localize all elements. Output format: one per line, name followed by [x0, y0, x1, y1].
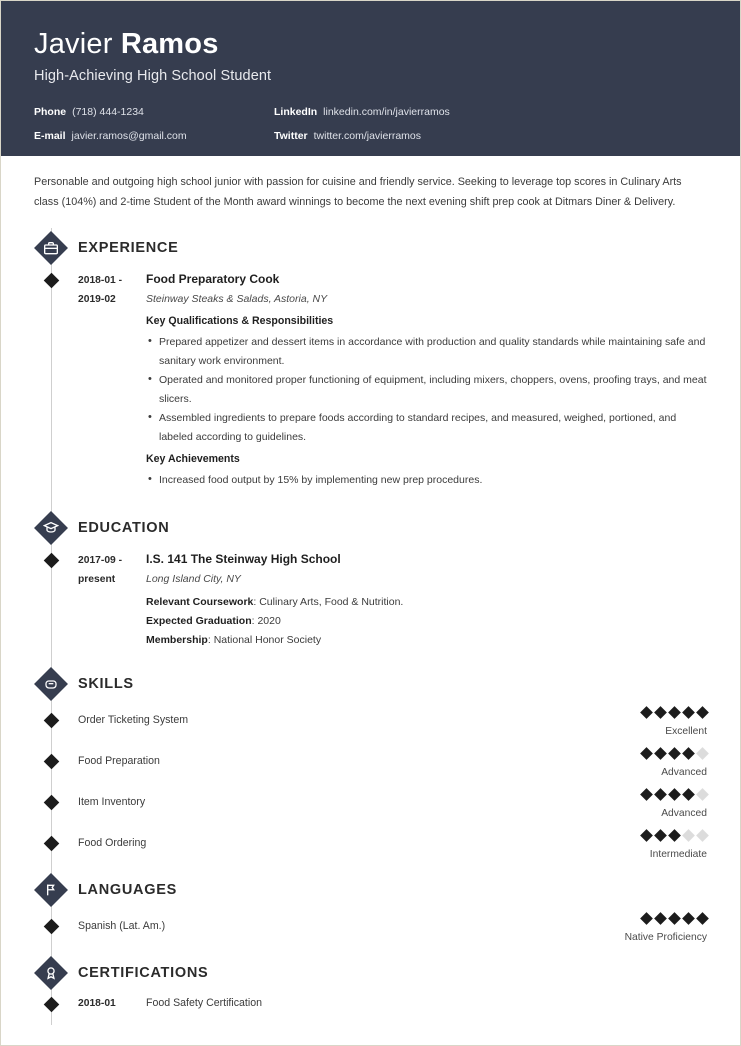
experience-entry: [34, 270, 707, 494]
timeline-diamond-icon: [44, 795, 60, 811]
rating-diamond-icon: [682, 912, 695, 925]
rating-diamond-icon: [668, 747, 681, 760]
timeline-diamond-icon: [44, 919, 60, 935]
contact-value: (718) 444-1234: [72, 106, 144, 118]
rating-diamond-icon: [640, 788, 653, 801]
contact-grid: [34, 106, 707, 143]
timeline-diamond-icon: [44, 273, 60, 289]
rating-diamond-icon: [696, 706, 709, 719]
education-entry: [34, 550, 707, 650]
section-header-languages: [34, 870, 707, 910]
detail-value: : Culinary Arts, Food & Nutrition.: [253, 596, 404, 608]
resume-header: [1, 1, 740, 156]
graduation-cap-icon: [34, 511, 68, 545]
language-name: Spanish (Lat. Am.): [78, 920, 166, 932]
education-location: Long Island City, NY: [146, 573, 241, 585]
contact-row: [34, 130, 707, 143]
section-title: EDUCATION: [78, 520, 170, 536]
flag-icon: [34, 873, 68, 907]
rating-label: Advanced: [661, 767, 707, 778]
section-title: CERTIFICATIONS: [78, 965, 209, 981]
education-detail-row: [146, 593, 707, 612]
timeline-diamond-icon: [44, 836, 60, 852]
language-rating: [587, 912, 707, 945]
skill-row: [34, 747, 707, 788]
achievements-list: [146, 471, 707, 490]
contact-row: [34, 106, 707, 119]
skill-name: Food Preparation: [78, 755, 160, 767]
skill-name: Food Ordering: [78, 837, 147, 849]
contact-email[interactable]: [34, 130, 274, 143]
skill-row: [34, 706, 707, 747]
rating-diamond-icon: [668, 829, 681, 842]
contact-value: twitter.com/javierramos: [313, 130, 421, 142]
timeline-diamond-icon: [44, 754, 60, 770]
rating-diamond-icon: [696, 747, 709, 760]
qualifications-list: [146, 333, 707, 447]
rating-diamond-icon: [668, 912, 681, 925]
language-row: [34, 912, 707, 953]
skill-row: [34, 788, 707, 829]
skill-rating: [587, 747, 707, 780]
section-skills: [34, 664, 707, 870]
date-start: 2018-01 -: [78, 275, 123, 286]
detail-label: Expected Graduation: [146, 615, 252, 627]
list-item: • Operated and monitored proper functioning of equipment, including mixers, choppers, ovens, proofing trays, and meat slicers.: [146, 371, 707, 409]
job-title: High-Achieving High School Student: [34, 68, 272, 84]
rating-label: Excellent: [665, 726, 707, 737]
contact-twitter[interactable]: [274, 130, 421, 143]
timeline-diamond-icon: [44, 713, 60, 729]
first-name: Javier: [34, 28, 121, 60]
rating-dots: [587, 829, 707, 841]
skill-name: Order Ticketing System: [78, 714, 189, 726]
section-title: LANGUAGES: [78, 882, 177, 898]
section-header-experience: [34, 228, 707, 268]
date-start: 2017-09 -: [78, 555, 123, 566]
experience-employer: Steinway Steaks & Salads, Astoria, NY: [146, 293, 328, 305]
skill-rating: [587, 829, 707, 862]
rating-dots: [587, 788, 707, 800]
education-dates: [78, 550, 146, 650]
rating-label: Native Proficiency: [624, 932, 707, 943]
achievements-heading: Key Achievements: [146, 453, 240, 465]
section-certifications: [34, 953, 707, 1012]
section-title: EXPERIENCE: [78, 240, 179, 256]
rating-diamond-icon: [640, 706, 653, 719]
section-title: SKILLS: [78, 676, 134, 692]
section-experience: [34, 228, 707, 508]
resume-body: [1, 156, 740, 1012]
rating-diamond-icon: [654, 788, 667, 801]
contact-value: javier.ramos@gmail.com: [71, 130, 187, 142]
section-header-education: [34, 508, 707, 548]
rating-diamond-icon: [682, 706, 695, 719]
rating-diamond-icon: [654, 829, 667, 842]
date-end: present: [78, 574, 116, 585]
timeline-diamond-icon: [44, 553, 60, 569]
detail-label: Relevant Coursework: [146, 596, 254, 608]
contact-label: LinkedIn: [274, 106, 318, 118]
contact-label: E-mail: [34, 130, 66, 142]
rating-label: Advanced: [661, 808, 707, 819]
contact-label: Twitter: [274, 130, 308, 142]
experience-details: [146, 270, 707, 494]
rating-diamond-icon: [640, 747, 653, 760]
timeline-diamond-icon: [44, 997, 60, 1013]
detail-label: Membership: [146, 634, 208, 646]
rating-diamond-icon: [654, 747, 667, 760]
education-detail-row: [146, 612, 707, 631]
section-languages: [34, 870, 707, 953]
rating-label: Intermediate: [649, 849, 707, 860]
award-ribbon-icon: [34, 956, 68, 990]
section-header-skills: [34, 664, 707, 704]
contact-phone[interactable]: [34, 106, 274, 119]
rating-diamond-icon: [682, 788, 695, 801]
last-name: Ramos: [120, 28, 219, 60]
date-end: 2019-02: [78, 294, 116, 305]
rating-diamond-icon: [640, 912, 653, 925]
education-details: [146, 550, 707, 650]
list-item: • Increased food output by 15% by implementing new prep procedures.: [146, 471, 707, 490]
qualifications-heading: Key Qualifications & Responsibilities: [146, 315, 334, 327]
skill-row: [34, 829, 707, 870]
rating-diamond-icon: [640, 829, 653, 842]
rating-diamond-icon: [696, 912, 709, 925]
detail-value: : National Honor Society: [207, 634, 322, 646]
rating-dots: [587, 912, 707, 924]
section-header-certifications: [34, 953, 707, 993]
hand-fist-icon: [34, 667, 68, 701]
contact-linkedin[interactable]: [274, 106, 450, 119]
rating-diamond-icon: [654, 912, 667, 925]
list-item: • Prepared appetizer and dessert items in accordance with production and quality standards while maintaining safe and sanitary work environment.: [146, 333, 707, 371]
rating-diamond-icon: [682, 829, 695, 842]
rating-diamond-icon: [668, 788, 681, 801]
education-school: I.S. 141 The Steinway High School: [146, 552, 341, 566]
skill-rating: [587, 706, 707, 739]
rating-diamond-icon: [682, 747, 695, 760]
page-title: [34, 27, 707, 61]
rating-diamond-icon: [654, 706, 667, 719]
rating-diamond-icon: [696, 788, 709, 801]
rating-dots: [587, 706, 707, 718]
detail-value: : 2020: [251, 615, 281, 627]
experience-job-title: Food Preparatory Cook: [146, 272, 280, 286]
skill-rating: [587, 788, 707, 821]
list-item: • Assembled ingredients to prepare foods according to standard recipes, and measured, weighed, portioned, and labeled according to guidelines.: [146, 409, 707, 447]
contact-value: linkedin.com/in/javierramos: [323, 106, 450, 118]
certification-date: 2018-01: [78, 998, 116, 1009]
skill-name: Item Inventory: [78, 796, 146, 808]
summary-paragraph: Personable and outgoing high school junior with passion for cuisine and friendly service. Seeking to leverage top scores in Culinary Arts class (104%) and 2-time Student of the Month award winnings to become the next evening shift prep cook at Ditmars Diner & Delivery.: [34, 176, 682, 208]
section-education: [34, 508, 707, 664]
rating-diamond-icon: [696, 829, 709, 842]
briefcase-icon: [34, 231, 68, 265]
education-detail-row: [146, 631, 707, 650]
rating-diamond-icon: [668, 706, 681, 719]
experience-dates: [78, 270, 146, 494]
rating-dots: [587, 747, 707, 759]
certification-name: Food Safety Certification: [146, 997, 262, 1009]
certification-row: [34, 995, 707, 1012]
contact-label: Phone: [34, 106, 67, 118]
